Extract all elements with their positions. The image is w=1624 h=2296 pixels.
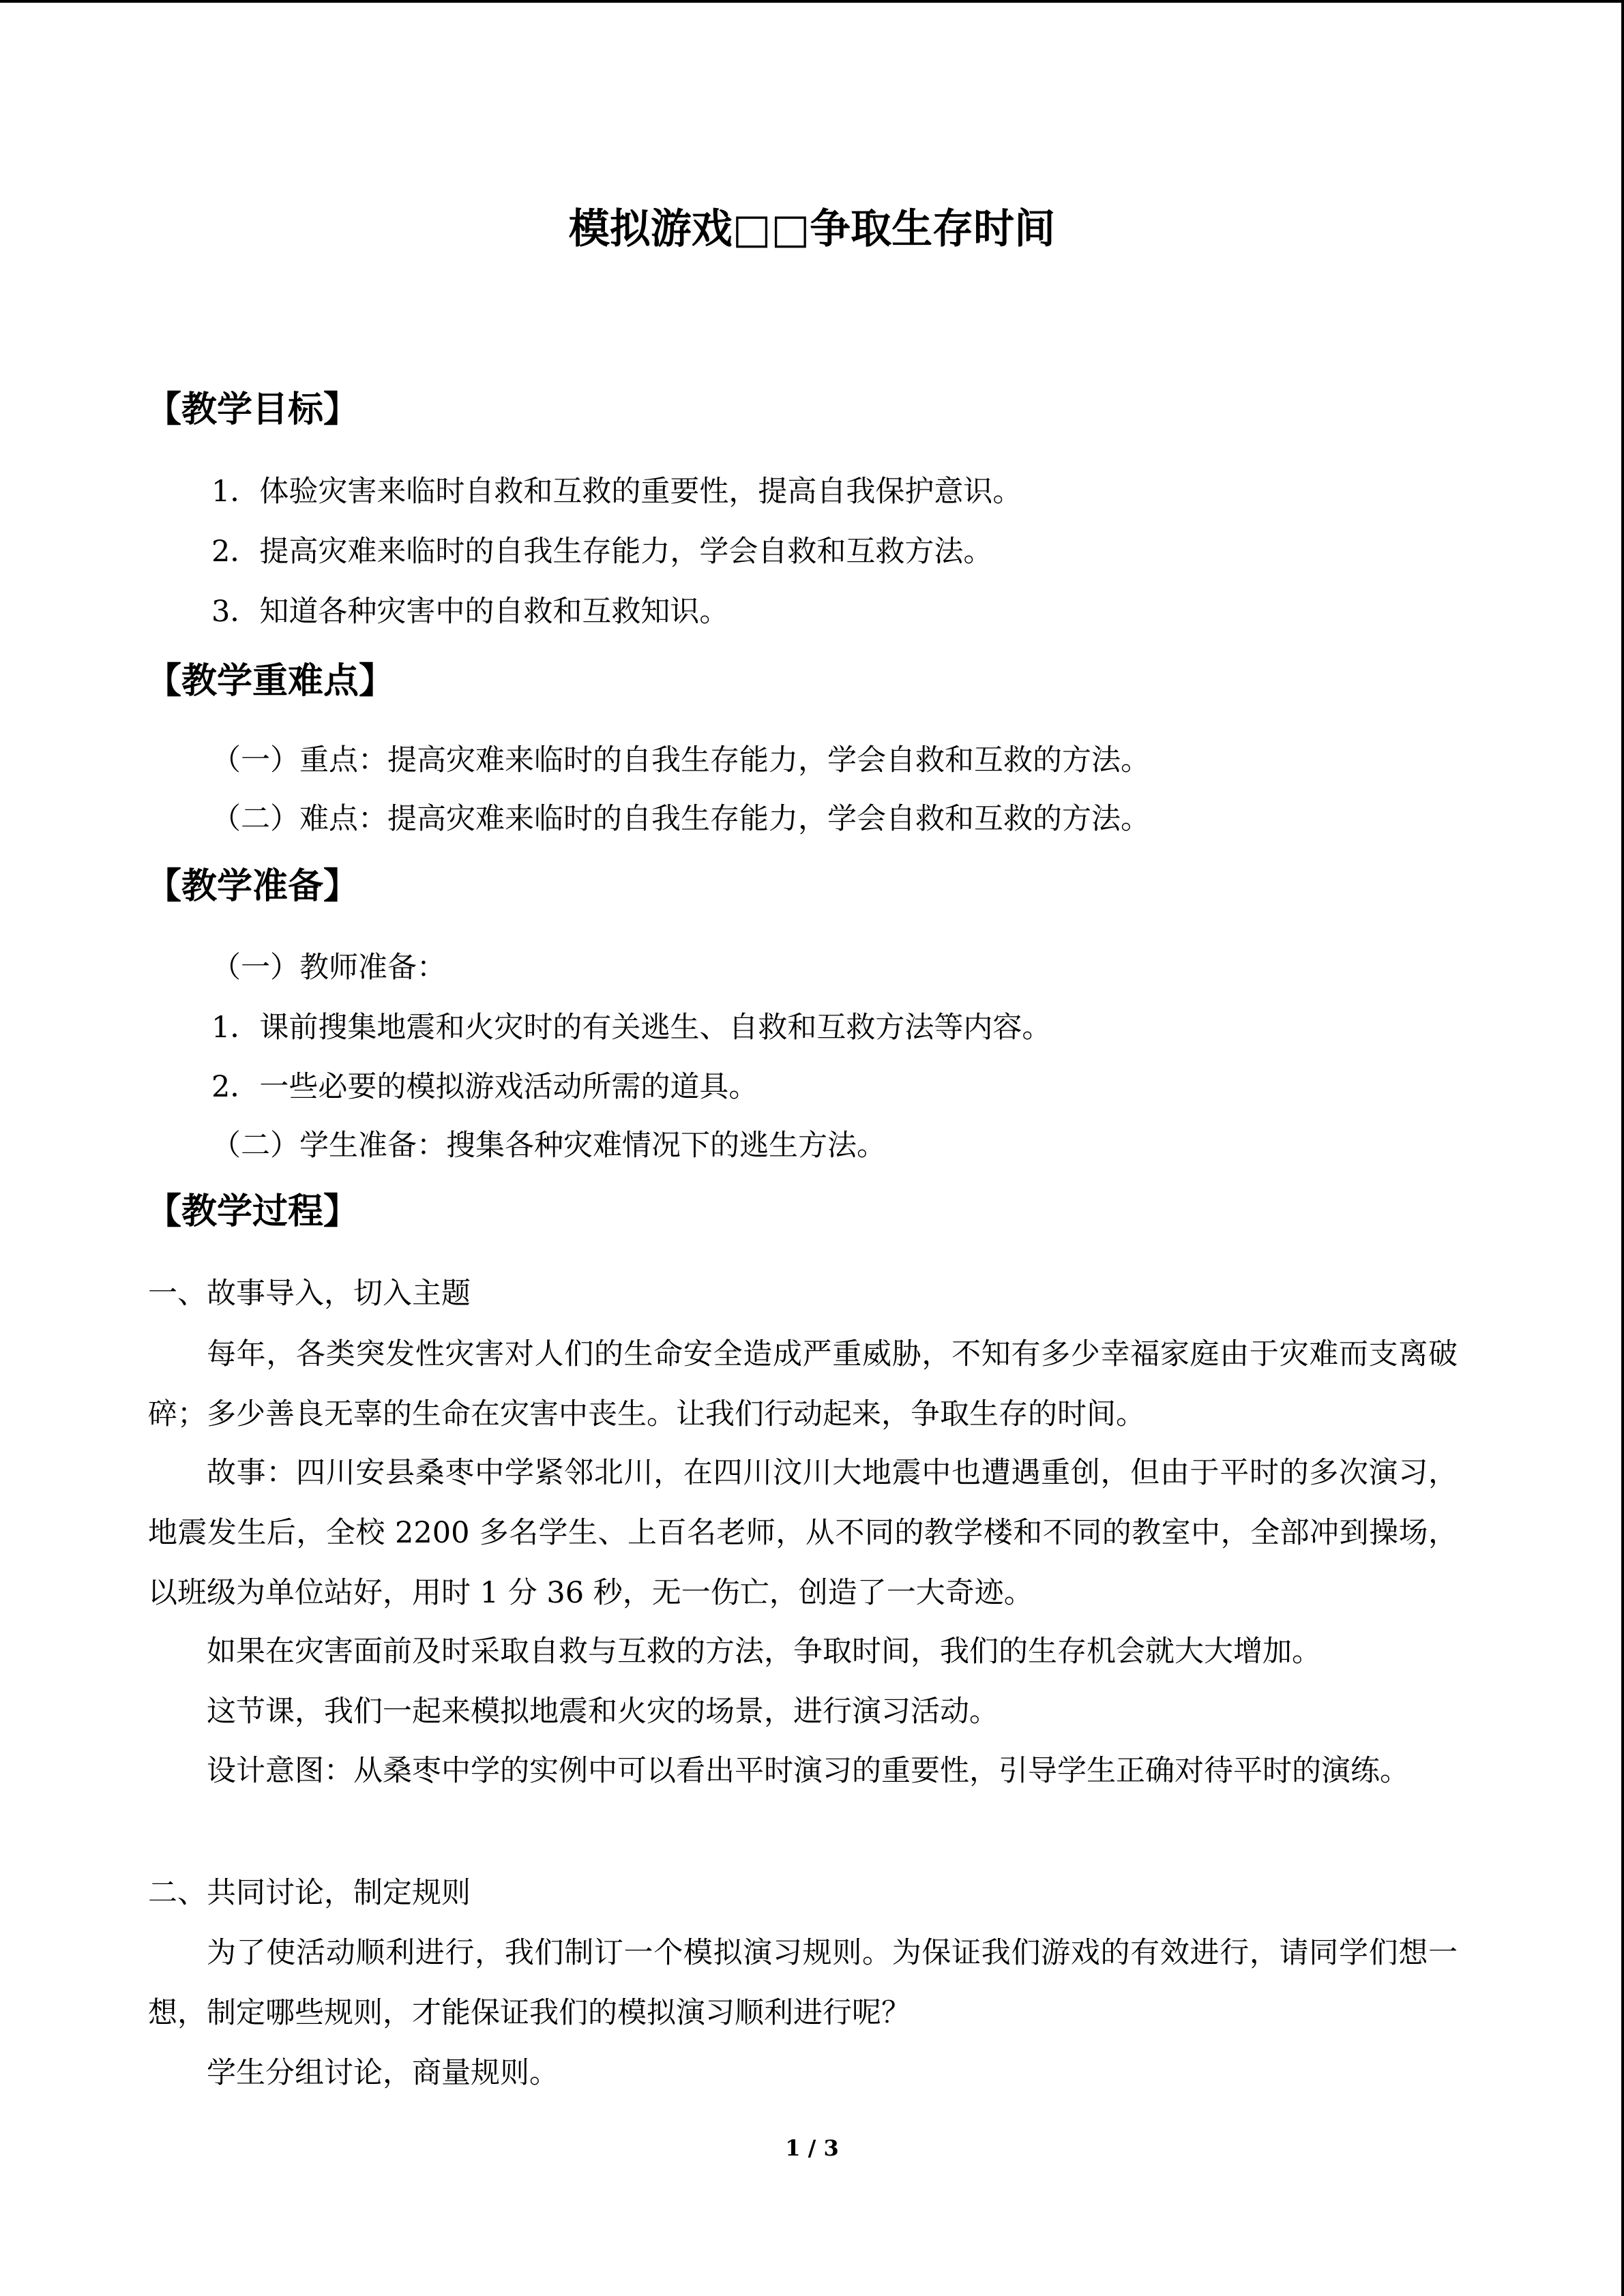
process-paragraph: 如果在灾害面前及时采取自救与互救的方法，争取时间，我们的生存机会就大大增加。	[207, 1635, 1321, 1669]
preparation-item: 2．一些必要的模拟游戏活动所需的道具。	[211, 1070, 758, 1104]
document-title: 模拟游戏□□争取生存时间	[568, 205, 1056, 253]
process-part-title: 二、共同讨论，制定规则	[148, 1876, 471, 1910]
preparation-item: （一）教师准备：	[211, 951, 446, 985]
process-paragraph: 故事：四川安县桑枣中学紧邻北川，在四川汶川大地震中也遭遇重创，但由于平时的多次演习，地震发生后，全校 2200 多名学生、上百名老师，从不同的教学楼和不同的教室中，全部冲到操场，以班级为单位站好，用时 1 分 36 秒，无一伤亡，创造了一大奇迹。	[148, 1456, 1458, 1610]
page-border-right	[1621, 0, 1624, 2296]
preparation-item: （二）学生准备：搜集各种灾难情况下的逃生方法。	[211, 1129, 886, 1163]
key-point-item: （一）重点：提高灾难来临时的自我生存能力，学会自救和互救的方法。	[211, 743, 1150, 777]
process-paragraph: 这节课，我们一起来模拟地震和火灾的场景，进行演习活动。	[207, 1695, 999, 1729]
process-paragraph: 设计意图：从桑枣中学的实例中可以看出平时演习的重要性，引导学生正确对待平时的演练。	[207, 1754, 1409, 1788]
preparation-item: 1．课前搜集地震和火灾时的有关逃生、自救和互救方法等内容。	[211, 1011, 1052, 1045]
heading-teaching-preparation: 【教学准备】	[146, 865, 359, 907]
heading-teaching-objectives: 【教学目标】	[146, 389, 359, 430]
objective-item: 2．提高灾难来临时的自我生存能力，学会自救和互救方法。	[211, 535, 993, 569]
process-paragraph: 为了使活动顺利进行，我们制订一个模拟演习规则。为保证我们游戏的有效进行，请同学们想一想，制定哪些规则，才能保证我们的模拟演习顺利进行呢？	[148, 1936, 1458, 2030]
process-part-title: 一、故事导入，切入主题	[148, 1277, 471, 1311]
page-number: 1 / 3	[785, 2135, 839, 2161]
process-paragraph: 学生分组讨论，商量规则。	[207, 2056, 559, 2090]
objective-item: 1．体验灾害来临时自救和互救的重要性，提高自我保护意识。	[211, 475, 1022, 509]
process-paragraph: 每年，各类突发性灾害对人们的生命安全造成严重威胁，不知有多少幸福家庭由于灾难而支离破碎；多少善良无辜的生命在灾害中丧生。让我们行动起来，争取生存的时间。	[148, 1337, 1458, 1431]
objective-item: 3．知道各种灾害中的自救和互救知识。	[211, 595, 729, 629]
page-border-top	[0, 0, 1624, 3]
key-point-item: （二）难点：提高灾难来临时的自我生存能力，学会自救和互救的方法。	[211, 802, 1150, 836]
heading-teaching-process: 【教学过程】	[146, 1191, 359, 1232]
heading-key-points: 【教学重难点】	[146, 660, 395, 702]
